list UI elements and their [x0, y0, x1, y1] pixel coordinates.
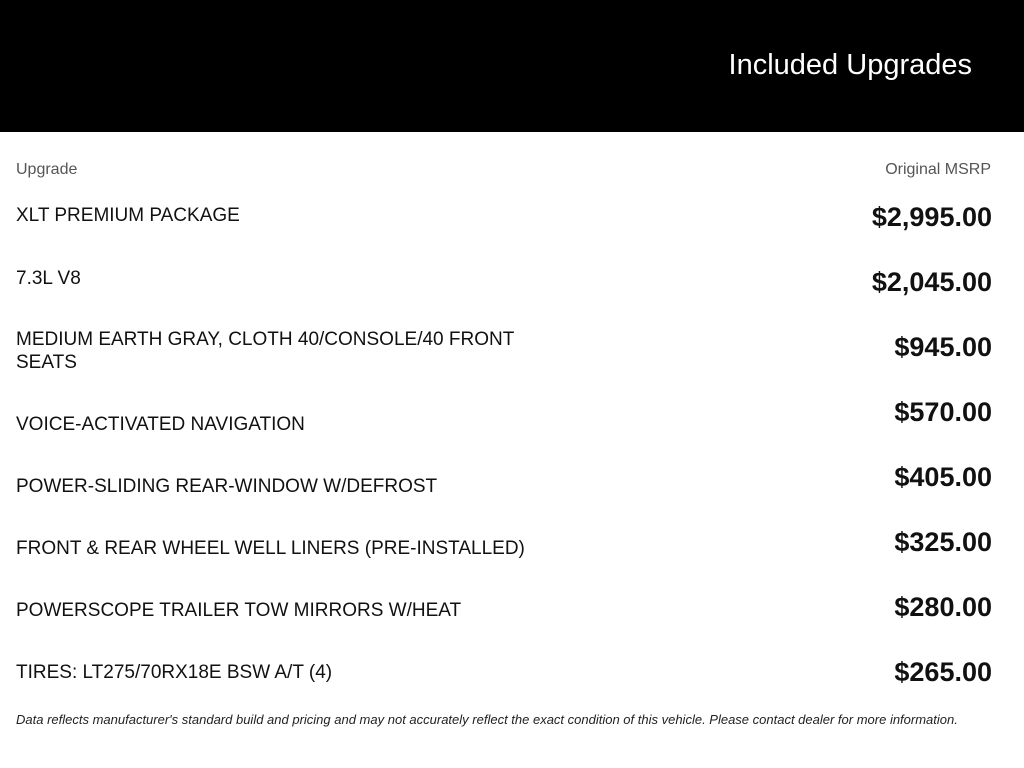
upgrade-price: $405.00	[894, 462, 992, 492]
page-title: Included Upgrades	[728, 49, 972, 81]
upgrade-name: POWER-SLIDING REAR-WINDOW W/DEFROST	[16, 476, 438, 497]
disclaimer-text: Data reflects manufacturer's standard build and pricing and may not accurately reflect the exact condition of this vehicle. Please contact dealer for more information.	[16, 712, 958, 727]
upgrade-name: MEDIUM EARTH GRAY, CLOTH 40/CONSOLE/40 FRONT SEATS	[16, 329, 514, 373]
column-header-upgrade: Upgrade	[16, 161, 78, 178]
table-row	[0, 656, 1024, 716]
upgrade-price: $570.00	[894, 397, 992, 427]
upgrade-price: $2,995.00	[871, 202, 992, 232]
table-row	[0, 591, 1024, 651]
table-row	[0, 396, 1024, 456]
table-row	[0, 328, 1024, 388]
upgrade-name: FRONT & REAR WHEEL WELL LINERS (PRE-INSTALLED)	[16, 538, 525, 559]
column-header-msrp: Original MSRP	[885, 161, 991, 178]
upgrade-name: XLT PREMIUM PACKAGE	[16, 205, 240, 226]
upgrade-price: $2,045.00	[871, 267, 992, 297]
upgrade-price: $265.00	[894, 657, 992, 687]
table-row	[0, 461, 1024, 521]
table-row	[0, 526, 1024, 586]
table-row	[0, 200, 1024, 260]
upgrade-price: $945.00	[894, 332, 992, 362]
header-banner	[0, 0, 1024, 132]
upgrade-name: TIRES: LT275/70RX18E BSW A/T (4)	[16, 662, 333, 683]
upgrade-price: $325.00	[894, 527, 992, 557]
table-row	[0, 265, 1024, 325]
upgrade-price: $280.00	[894, 592, 992, 622]
upgrade-name: POWERSCOPE TRAILER TOW MIRRORS W/HEAT	[16, 600, 462, 621]
upgrade-name: VOICE-ACTIVATED NAVIGATION	[16, 414, 305, 435]
upgrade-name: 7.3L V8	[16, 268, 81, 289]
